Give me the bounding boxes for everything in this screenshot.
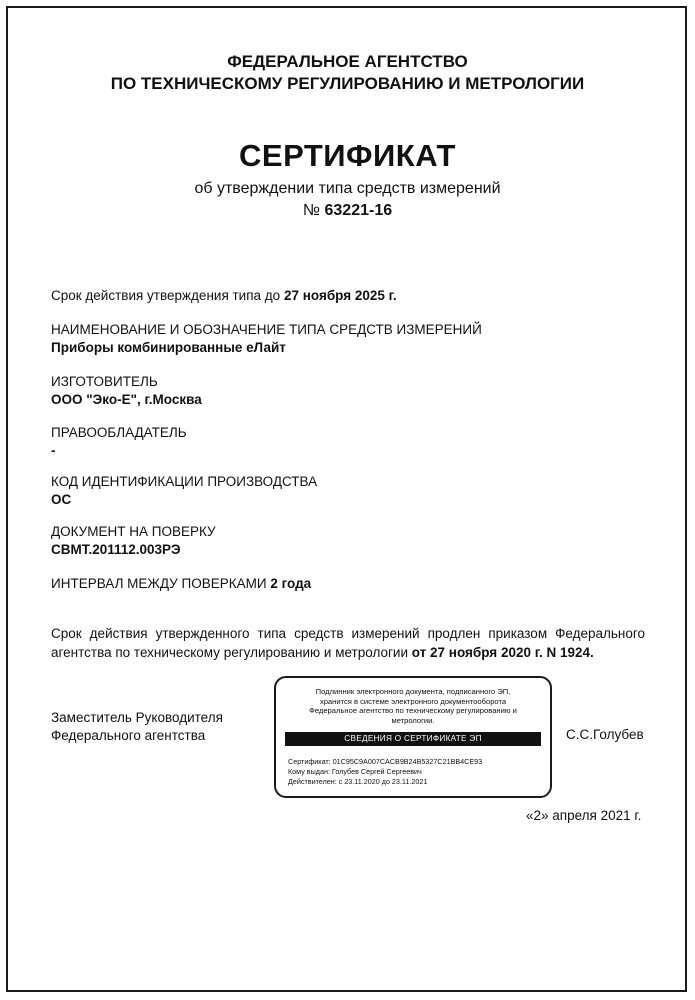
verification-doc-label: ДОКУМЕНТ НА ПОВЕРКУ [51, 524, 216, 539]
extension-paragraph [51, 624, 645, 662]
rightholder-label: ПРАВООБЛАДАТЕЛЬ [51, 425, 187, 440]
production-code-value: ОС [51, 492, 72, 507]
stamp-notice-line4: метрологии. [391, 715, 435, 725]
stamp-certificate-info [288, 757, 482, 787]
interval-label: ИНТЕРВАЛ МЕЖДУ ПОВЕРКАМИ [51, 576, 267, 591]
stamp-header-bar: СВЕДЕНИЯ О СЕРТИФИКАТЕ ЭП [285, 732, 541, 746]
production-code-label: КОД ИДЕНТИФИКАЦИИ ПРОИЗВОДСТВА [51, 474, 318, 489]
stamp-notice-line1: Подлинник электронного документа, подписанного ЭП, [315, 687, 511, 696]
agency-name-line2: ПО ТЕХНИЧЕСКОМУ РЕГУЛИРОВАНИЮ И МЕТРОЛОГИИ [110, 74, 585, 93]
verification-interval [51, 576, 311, 591]
stamp-notice-line2: хранится в системе электронного документооборота [319, 696, 507, 706]
validity-line [51, 288, 397, 303]
certificate-number-value: 63221-16 [324, 202, 393, 219]
electronic-signature-stamp [274, 676, 552, 798]
validity-value: 27 ноября 2025 г. [283, 288, 397, 303]
validity-label: Срок действия утверждения типа до [51, 288, 281, 303]
issue-date: «2» апреля 2021 г. [526, 808, 642, 823]
certificate-number-label: № [302, 202, 321, 219]
extension-order: от 27 ноября 2020 г. N 1924. [411, 645, 594, 660]
signatory-title-line2: Федерального агентства [51, 728, 206, 743]
signatory-title-line1: Заместитель Руководителя [51, 710, 223, 725]
manufacturer-value: ООО "Эко-Е", г.Москва [51, 392, 202, 407]
extension-text: Срок действия утвержденного типа средств измерений продлен приказом Федерального агентства по техническому регулированию и метрологии [51, 626, 645, 660]
signatory-title [51, 709, 223, 745]
stamp-issued-to: Кому выдан: Голубев Сергей Сергеевич [288, 767, 422, 776]
verification-doc-value: СВМТ.201112.003РЭ [51, 542, 181, 557]
manufacturer-label: ИЗГОТОВИТЕЛЬ [51, 374, 158, 389]
document-subtitle: об утверждении типа средств измерений [194, 180, 501, 197]
stamp-notice [284, 687, 542, 725]
stamp-certificate-serial: Сертификат: 01C95C9A007CACB9B24B5327C21BB4CE93 [288, 757, 483, 766]
stamp-notice-line3: Федеральное агентство по техническому регулированию и [309, 706, 517, 716]
rightholder-value: - [51, 443, 56, 458]
signatory-name: С.С.Голубев [566, 727, 644, 742]
interval-value: 2 года [270, 576, 312, 591]
type-name-label: НАИМЕНОВАНИЕ И ОБОЗНАЧЕНИЕ ТИПА СРЕДСТВ ИЗМЕРЕНИЙ [51, 322, 482, 337]
stamp-valid-period: Действителен: с 23.11.2020 до 23.11.2021 [288, 777, 428, 786]
certificate-number [0, 202, 695, 220]
agency-name-line1: ФЕДЕРАЛЬНОЕ АГЕНТСТВО [227, 52, 468, 71]
document-title: СЕРТИФИКАТ [239, 138, 456, 173]
type-name-value: Приборы комбинированные еЛайт [51, 340, 286, 355]
